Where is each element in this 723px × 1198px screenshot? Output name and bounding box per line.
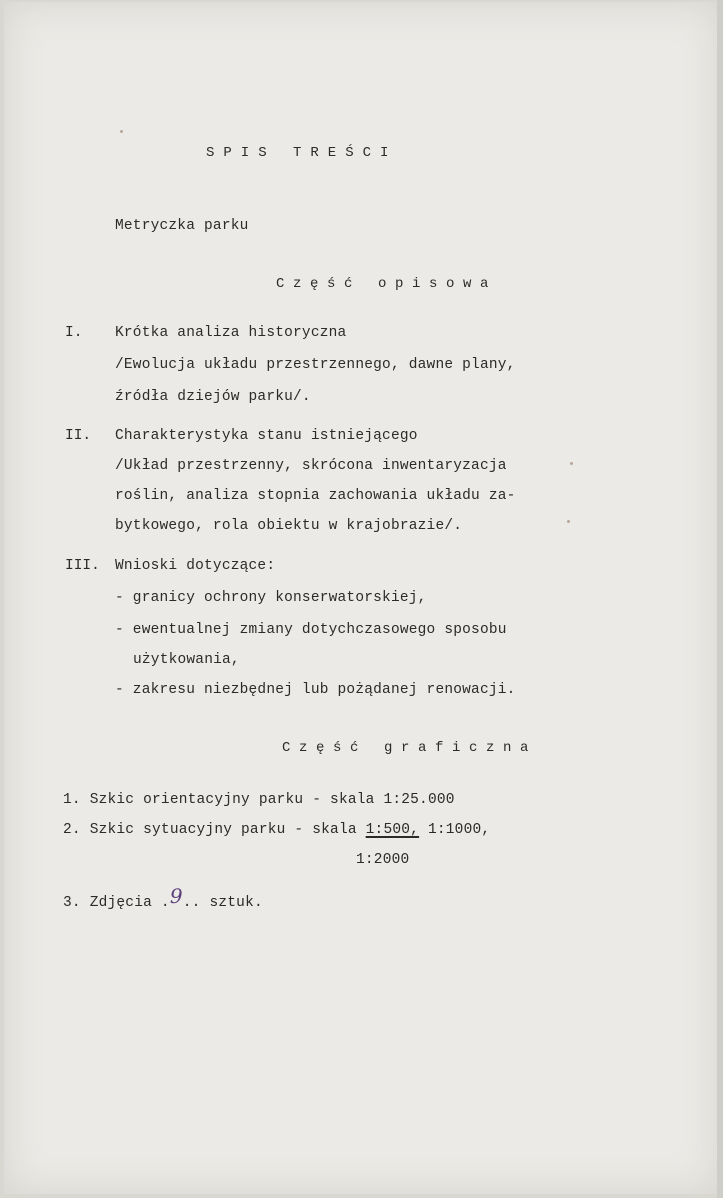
item-line: bytkowego, rola obiektu w krajobrazie/. [115,518,463,534]
item-number: III. [65,558,100,574]
item-line: Charakterystyka stanu istniejącego [115,428,418,444]
item-line: źródła dziejów parku/. [115,389,311,405]
item-line: - zakresu niezbędnej lub pożądanej renowacji. [115,682,516,698]
item-number: II. [65,428,92,444]
item-line: Wnioski dotyczące: [115,558,276,574]
section-heading-descriptive: Część opisowa [276,276,498,292]
graphic-item-3 [63,884,263,911]
underlined-scale: 1:500, [365,822,420,838]
item-line: /Układ przestrzenny, skrócona inwentaryzacja [115,458,507,474]
graphic-item-2-prefix: 2. Szkic sytuacyjny parku - skala [63,822,366,838]
page-title: SPIS TREŚCI [206,145,398,161]
paper-speck [567,520,570,523]
handwritten-count: 9 [169,884,183,908]
graphic-item-3-prefix: 3. Zdjęcia . [63,895,170,911]
item-line: - ewentualnej zmiany dotychczasowego sposobu [115,622,507,638]
graphic-item-2 [63,822,490,838]
graphic-item-2-continuation: 1:2000 [356,852,410,868]
paper-speck [570,462,573,465]
graphic-item-1: 1. Szkic orientacyjny parku - skala 1:25.000 [63,792,455,808]
page-edge [717,0,723,1198]
item-line: - granicy ochrony konserwatorskiej, [115,590,427,606]
metryczka-entry: Metryczka parku [115,218,249,234]
graphic-item-2-suffix: 1:1000, [419,822,491,838]
item-line: roślin, analiza stopnia zachowania układu za- [115,488,516,504]
graphic-item-3-suffix: .. sztuk. [182,895,263,911]
item-number: I. [65,325,83,341]
paper-speck [120,130,123,133]
item-line: /Ewolucja układu przestrzennego, dawne plany, [115,357,516,373]
item-line: Krótka analiza historyczna [115,325,347,341]
section-heading-graphic: Część graficzna [282,740,538,756]
item-line: użytkowania, [133,652,240,668]
